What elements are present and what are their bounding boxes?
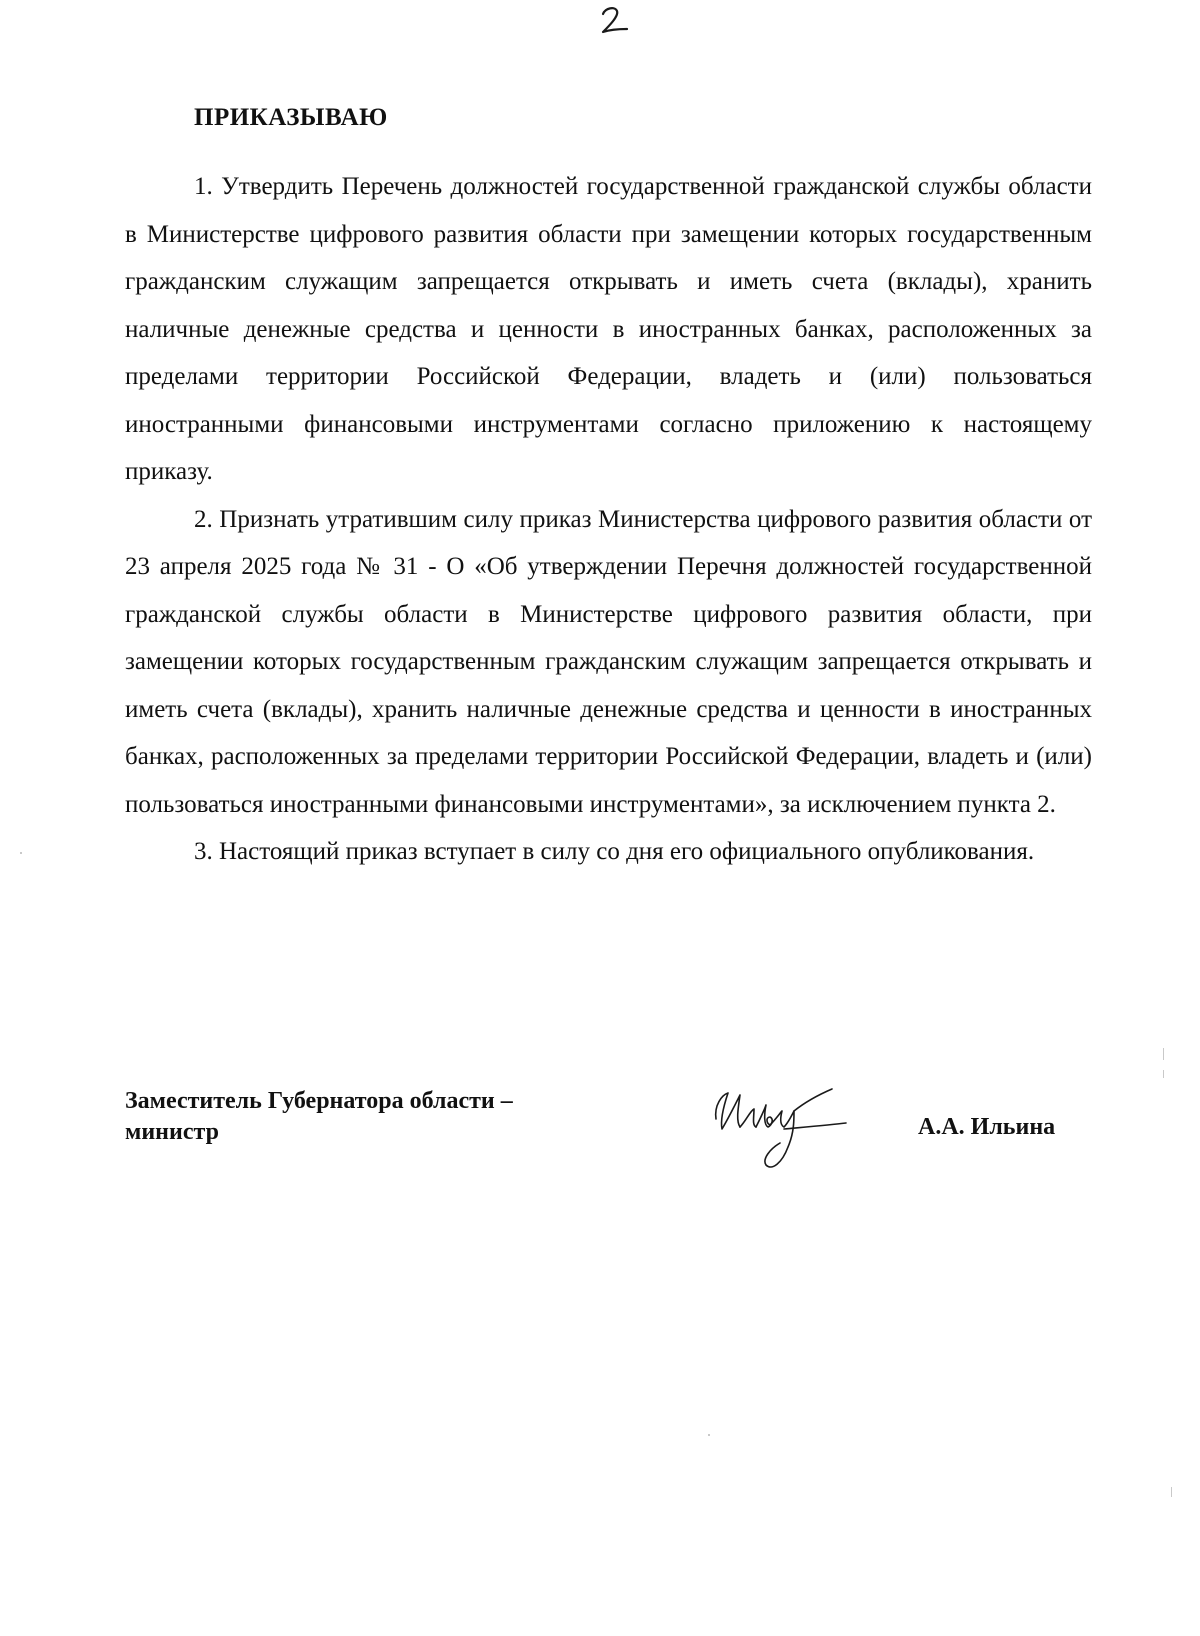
handwritten-signature-icon [710,1085,880,1185]
signatory-name: А.А. Ильина [918,1114,1056,1140]
scan-speck [708,1434,710,1436]
order-heading: ПРИКАЗЫВАЮ [194,104,388,131]
order-item-1: 1. Утвердить Перечень должностей государственной гражданской службы области в Министерстве цифрового развития области при замещении которых государственным гражданским служащим запрещается открывать и иметь счета (вклады), хранить наличные денежные средства и ценности в иностранных банках, расположенных за пределами территории Российской Федерации, владеть и (или) пользоваться иностранными финансовыми инструментами согласно приложению к настоящему приказу. [125,173,1092,485]
order-item-3: 3. Настоящий приказ вступает в силу со дня его официального опубликования. [194,838,1035,865]
order-item-2: 2. Признать утратившим силу приказ Министерства цифрового развития области от 23 апреля 2025 года № 31 - О «Об утверждении Перечня должностей государственной гражданской службы области в Министерстве цифрового развития области, при замещении которых государственным гражданским служащим запрещается открывать и иметь счета (вклады), хранить наличные денежные средства и ценности в иностранных банках, расположенных за пределами территории Российской Федерации, владеть и (или) пользоваться иностранными финансовыми инструментами», за исключением пункта 2. [125,505,1092,818]
signatory-title-line2: министр [125,1119,219,1145]
scan-speck [20,852,22,854]
scan-speck [1163,1048,1164,1060]
handwritten-page-number [595,2,635,42]
signatory-title [125,1086,513,1148]
signatory-title-line1: Заместитель Губернатора области – [125,1088,513,1114]
order-body [125,163,1092,876]
scan-speck [1163,1070,1164,1078]
scan-speck [1171,1487,1172,1497]
